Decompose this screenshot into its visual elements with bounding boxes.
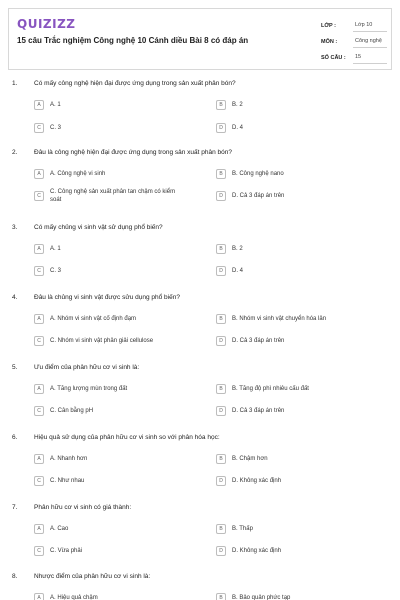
option-text: A. Nhanh hơn bbox=[50, 456, 88, 462]
option-b[interactable] bbox=[216, 452, 386, 466]
option-text: B. 2 bbox=[232, 102, 243, 108]
option-text: D. Cả 3 đáp án trên bbox=[232, 408, 285, 414]
option-text: A. Cao bbox=[50, 526, 69, 532]
option-letter: D bbox=[216, 123, 226, 133]
option-text: A. Hiệu quả chậm bbox=[50, 595, 98, 600]
question-text: Đâu là chủng vi sinh vật được sửu dụng phổ biến? bbox=[34, 294, 180, 301]
option-text: B. Tăng độ phì nhiêu cấu đất bbox=[232, 386, 309, 392]
option-text: C. Như nhau bbox=[50, 478, 85, 484]
question-number: 3. bbox=[12, 224, 18, 231]
option-c[interactable] bbox=[34, 404, 204, 418]
option-letter: B bbox=[216, 384, 226, 394]
question-text: Có mấy chủng vi sinh vật sử dụng phổ biến? bbox=[34, 224, 163, 231]
question-number: 8. bbox=[12, 573, 18, 580]
question-text: Nhược điểm của phân hữu cơ vi sinh là: bbox=[34, 573, 151, 580]
option-a[interactable] bbox=[34, 591, 204, 600]
question bbox=[8, 80, 392, 131]
question bbox=[8, 573, 392, 600]
option-text: C. Nhóm vi sinh vật phân giải cellulose bbox=[50, 338, 154, 344]
question bbox=[8, 294, 392, 344]
option-text: D. Không xác định bbox=[232, 548, 282, 554]
option-d[interactable] bbox=[216, 544, 386, 558]
option-a[interactable] bbox=[34, 167, 204, 181]
option-text: B. Chậm hơn bbox=[232, 456, 268, 462]
option-letter: C bbox=[34, 336, 44, 346]
option-a[interactable] bbox=[34, 382, 204, 396]
option-letter: A bbox=[34, 100, 44, 110]
option-text: D. 4 bbox=[232, 125, 244, 131]
meta-value: Công nghệ bbox=[353, 38, 387, 48]
option-text: D. Cả 3 đáp án trên bbox=[232, 193, 285, 199]
option-letter: A bbox=[34, 384, 44, 394]
option-d[interactable] bbox=[216, 185, 386, 207]
option-letter: D bbox=[216, 406, 226, 416]
option-letter: B bbox=[216, 593, 226, 600]
option-d[interactable] bbox=[216, 404, 386, 418]
option-letter: C bbox=[34, 406, 44, 416]
option-letter: A bbox=[34, 454, 44, 464]
option-letter: B bbox=[216, 524, 226, 534]
option-text: A. Công nghệ vi sinh bbox=[50, 171, 106, 177]
option-text: D. Không xác định bbox=[232, 478, 282, 484]
option-letter: B bbox=[216, 454, 226, 464]
option-text: B. Công nghệ nano bbox=[232, 171, 284, 177]
option-text: C. Cân bằng pH bbox=[50, 408, 94, 414]
option-d[interactable] bbox=[216, 264, 386, 278]
option-letter: C bbox=[34, 476, 44, 486]
option-letter: C bbox=[34, 123, 44, 133]
question bbox=[8, 434, 392, 484]
meta-row-class bbox=[321, 16, 387, 32]
question-text: Có mấy công nghệ hiện đại được ứng dụng trong sản xuất phân bón? bbox=[34, 80, 236, 87]
question bbox=[8, 364, 392, 414]
question bbox=[8, 504, 392, 554]
option-b[interactable] bbox=[216, 591, 386, 600]
meta-row-subject bbox=[321, 32, 387, 48]
option-text: C. 3 bbox=[50, 268, 62, 274]
option-letter: A bbox=[34, 169, 44, 179]
question-text: Phân hữu cơ vi sinh có giá thành: bbox=[34, 504, 132, 511]
option-c[interactable] bbox=[34, 264, 204, 278]
option-letter: A bbox=[34, 314, 44, 324]
meta-value: 15 bbox=[353, 54, 387, 64]
option-text: D. Cả 3 đáp án trên bbox=[232, 338, 285, 344]
option-d[interactable] bbox=[216, 474, 386, 488]
option-letter: B bbox=[216, 244, 226, 254]
option-text: A. Tăng lượng mùn trong đất bbox=[50, 386, 128, 392]
question bbox=[8, 149, 392, 203]
meta-label: SỐ CÂU : bbox=[321, 55, 346, 61]
option-letter: A bbox=[34, 593, 44, 600]
option-b[interactable] bbox=[216, 98, 386, 112]
option-text: C. 3 bbox=[50, 125, 62, 131]
option-b[interactable] bbox=[216, 522, 386, 536]
question-text: Đâu là công nghệ hiện đại được ứng dụng trong sản xuất phân bón? bbox=[34, 149, 232, 156]
quizizz-logo: QUIZIZZ bbox=[17, 17, 76, 31]
option-letter: B bbox=[216, 169, 226, 179]
option-c[interactable] bbox=[34, 185, 204, 207]
option-a[interactable] bbox=[34, 522, 204, 536]
quiz-title: 15 câu Trắc nghiệm Công nghệ 10 Cánh diều Bài 8 có đáp án bbox=[17, 36, 249, 45]
quiz-meta bbox=[321, 16, 387, 64]
question-number: 7. bbox=[12, 504, 18, 511]
option-letter: B bbox=[216, 314, 226, 324]
question-number: 5. bbox=[12, 364, 18, 371]
option-letter: C bbox=[34, 546, 44, 556]
option-letter: D bbox=[216, 546, 226, 556]
option-letter: D bbox=[216, 266, 226, 276]
option-letter: D bbox=[216, 476, 226, 486]
option-text: B. Thấp bbox=[232, 526, 253, 532]
option-text: A. Nhóm vi sinh vật cố định đạm bbox=[50, 316, 137, 322]
meta-label: LỚP : bbox=[321, 23, 336, 29]
option-c[interactable] bbox=[34, 474, 204, 488]
option-c[interactable] bbox=[34, 544, 204, 558]
option-c[interactable] bbox=[34, 334, 204, 348]
option-c[interactable] bbox=[34, 121, 204, 135]
quiz-header bbox=[8, 8, 392, 70]
option-text: A. 1 bbox=[50, 102, 61, 108]
option-a[interactable] bbox=[34, 452, 204, 466]
option-d[interactable] bbox=[216, 334, 386, 348]
meta-value: Lớp 10 bbox=[353, 22, 387, 32]
option-b[interactable] bbox=[216, 312, 386, 326]
question-number: 6. bbox=[12, 434, 18, 441]
option-letter: D bbox=[216, 191, 226, 201]
meta-row-count bbox=[321, 48, 387, 64]
option-letter: D bbox=[216, 336, 226, 346]
option-letter: B bbox=[216, 100, 226, 110]
option-text: A. 1 bbox=[50, 246, 61, 252]
option-letter: A bbox=[34, 524, 44, 534]
option-a[interactable] bbox=[34, 242, 204, 256]
option-d[interactable] bbox=[216, 121, 386, 135]
option-letter: C bbox=[34, 266, 44, 276]
option-text: B. 2 bbox=[232, 246, 243, 252]
option-b[interactable] bbox=[216, 167, 386, 181]
question-number: 1. bbox=[12, 80, 18, 87]
question-number: 4. bbox=[12, 294, 18, 301]
option-text: B. Bảo quản phức tạp bbox=[232, 595, 291, 600]
option-a[interactable] bbox=[34, 312, 204, 326]
option-letter: C bbox=[34, 191, 44, 201]
option-b[interactable] bbox=[216, 382, 386, 396]
question bbox=[8, 224, 392, 274]
option-b[interactable] bbox=[216, 242, 386, 256]
option-text: C. Vừa phải bbox=[50, 548, 83, 554]
option-a[interactable] bbox=[34, 98, 204, 112]
meta-label: MÔN : bbox=[321, 39, 338, 45]
question-text: Hiệu quả sử dụng của phân hữu cơ vi sinh so với phân hóa học: bbox=[34, 434, 220, 441]
option-text: C. Công nghệ sản xuất phân tan chậm có kiểm soát bbox=[50, 189, 176, 203]
option-letter: A bbox=[34, 244, 44, 254]
option-text: B. Nhóm vi sinh vật chuyển hóa lân bbox=[232, 316, 327, 322]
option-text: D. 4 bbox=[232, 268, 244, 274]
question-text: Ưu điểm của phân hữu cơ vi sinh là: bbox=[34, 364, 140, 371]
question-number: 2. bbox=[12, 149, 18, 156]
